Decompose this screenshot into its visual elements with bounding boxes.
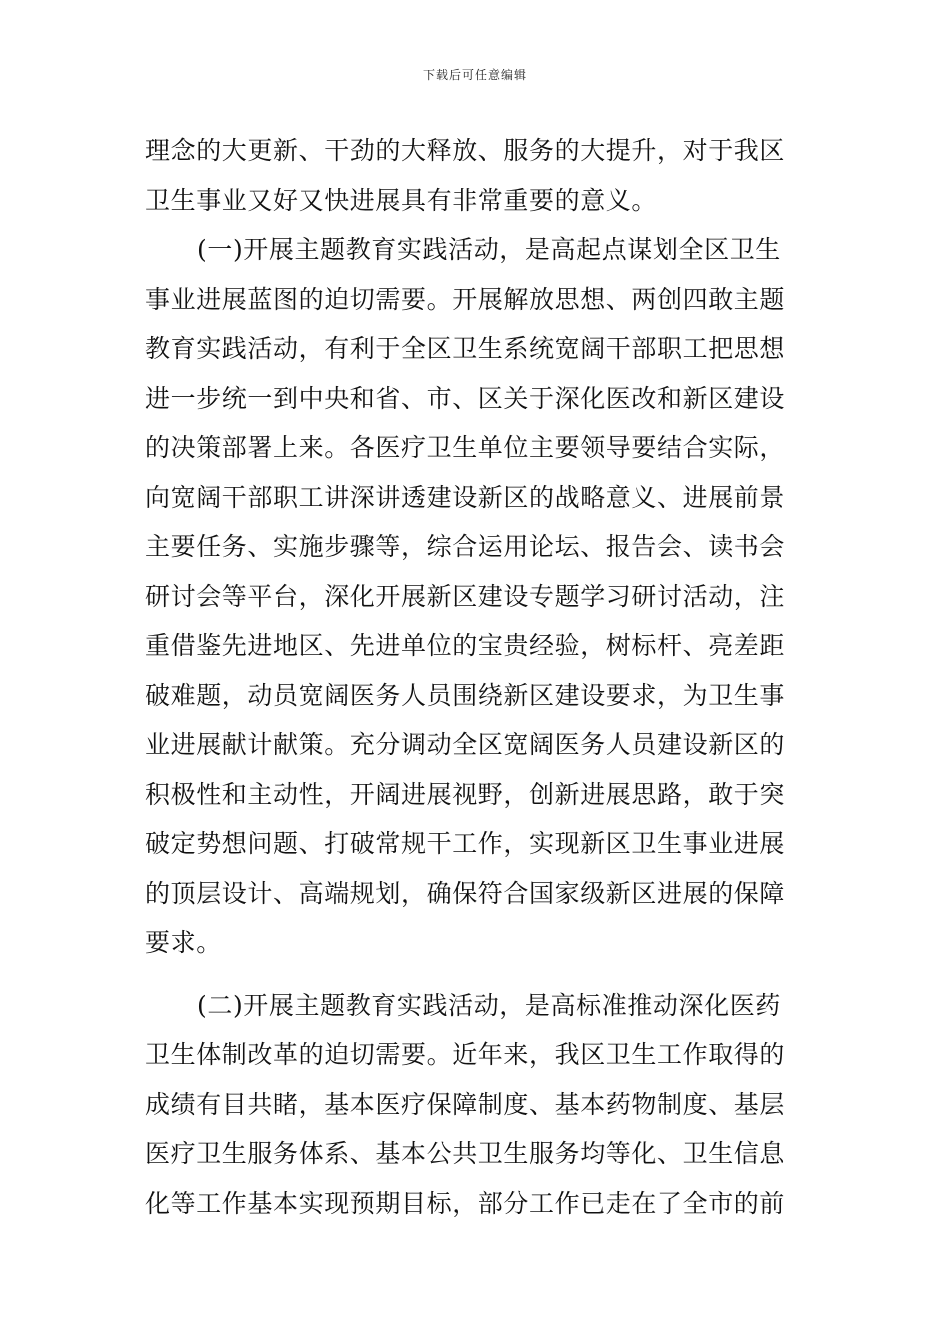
text-line: 卫生体制改革的迫切需要。近年来，我区卫生工作取得的 [145,1040,786,1069]
text-line: 研讨会等平台，深化开展新区建设专题学习研讨活动，注 [145,581,786,611]
text-line: 破难题，动员宽阔医务人员围绕新区建设要求，为卫生事 [145,680,786,710]
text-line: 破定势想问题、打破常规干工作，实现新区卫生事业进展 [145,829,786,858]
text-line: 教育实践活动，有利于全区卫生系统宽阔干部职工把思想 [145,334,786,363]
text-line: 化等工作基本实现预期目标，部分工作已走在了全市的前 [145,1188,786,1218]
text-line: 向宽阔干部职工讲深讲透建设新区的战略意义、进展前景 [145,482,786,512]
header-note: 下载后可任意编辑 [422,68,527,82]
text-line: 事业进展蓝图的迫切需要。开展解放思想、两创四敢主题 [145,284,786,314]
text-line: 理念的大更新、干劲的大释放、服务的大提升，对于我区 [145,136,786,165]
text-line: (一)开展主题教育实践活动，是高起点谋划全区卫生 [197,235,781,264]
paragraph [145,126,809,225]
paragraph [145,981,809,1229]
text-line: 业进展献计献策。充分调动全区宽阔医务人员建设新区的 [145,730,786,759]
text-line: 主要任务、实施步骤等，综合运用论坛、报告会、读书会 [145,532,786,561]
text-line: 医疗卫生服务体系、基本公共卫生服务均等化、卫生信息 [145,1139,786,1168]
text-line: 成绩有目共睹，基本医疗保障制度、基本药物制度、基层 [145,1089,786,1119]
text-line: 的决策部署上来。各医疗卫生单位主要领导要结合实际， [145,433,786,462]
text-line: 的顶层设计、高端规划，确保符合国家级新区进展的保障 [145,878,786,908]
paragraph [145,225,809,968]
text-line: 进一步统一到中央和省、市、区关于深化医改和新区建设 [145,383,786,413]
document-body [145,126,809,1228]
paragraph-gap [145,968,809,981]
text-line: 卫生事业又好又快进展具有非常重要的意义。 [145,185,658,215]
text-line: (二)开展主题教育实践活动，是高标准推动深化医药 [197,990,781,1020]
text-line: 积极性和主动性，开阔进展视野，创新进展思路，敢于突 [145,779,786,809]
text-line: 要求。 [145,928,222,957]
text-line: 重借鉴先进地区、先进单位的宝贵经验，树标杆、亮差距 [145,631,786,660]
